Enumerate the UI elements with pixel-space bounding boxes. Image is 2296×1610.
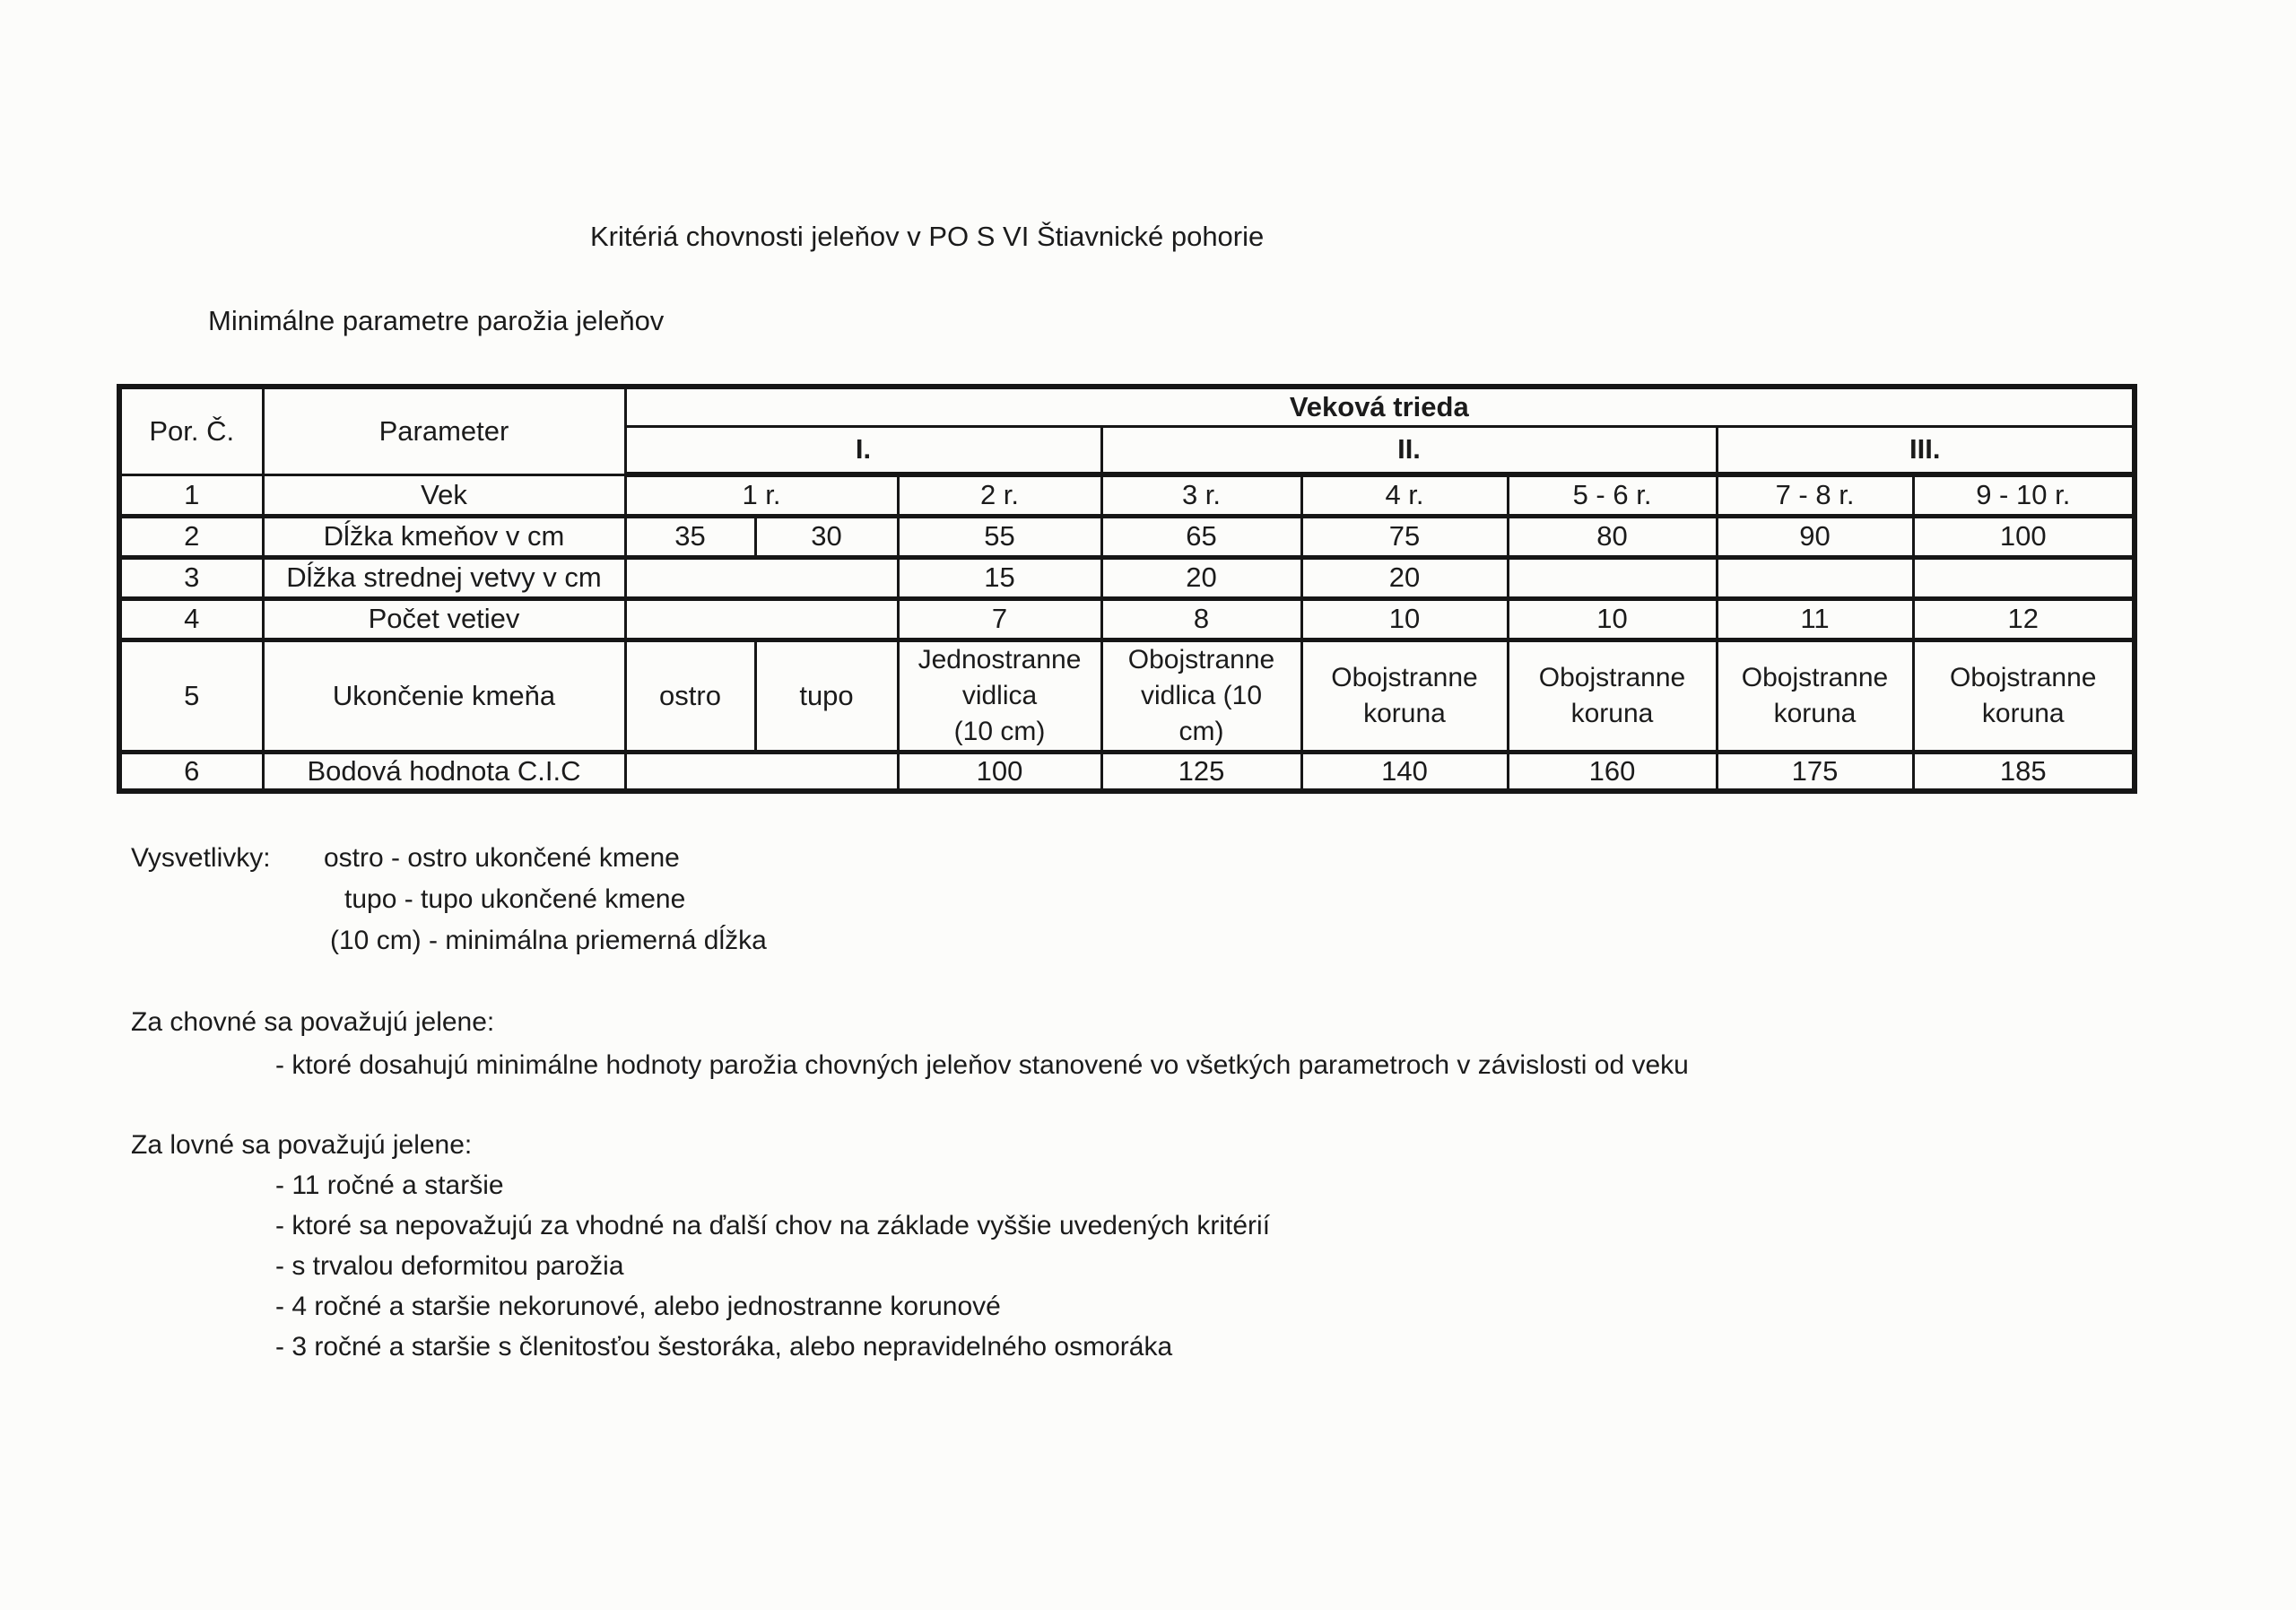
value-cell: 15 [898,557,1101,598]
section-lovne-item: - 11 ročné a staršie [275,1171,504,1200]
document-subtitle: Minimálne parametre parožia jeleňov [208,305,665,336]
row-num: 4 [119,598,263,640]
value-cell: 7 [898,598,1101,640]
legend-lines [324,838,767,962]
header-vekova-trieda: Veková trieda [625,387,2135,426]
legend-label: Vysvetlivky: [131,843,271,873]
header-class-ii: II. [1101,426,1717,474]
value-cell: 185 [1913,752,2135,791]
row-num: 5 [119,640,263,752]
header-class-i: I. [625,426,1101,474]
value-cell: Obojstranne vidlica (10 cm) [1101,640,1301,752]
value-cell: ostro [625,640,755,752]
value-cell: 100 [1913,516,2135,557]
table-row-dlzka-vetvy [119,557,2135,598]
value-cell: 3 r. [1101,474,1301,516]
section-lovne [131,1125,1270,1367]
value-cell: 11 [1717,598,1913,640]
value-cell: 80 [1508,516,1717,557]
header-row-group [119,387,2135,426]
row-num: 3 [119,557,263,598]
header-parameter: Parameter [263,387,625,474]
section-lovne-item: - s trvalou deformitou parožia [275,1251,624,1281]
section-lovne-item: - ktoré sa nepovažujú za vhodné na ďalší chov na základe vyššie uvedených kritérií [275,1211,1271,1240]
criteria-table [117,384,2137,794]
row-label: Dĺžka strednej vetvy v cm [263,557,625,598]
value-cell: 30 [755,516,898,557]
value-cell: 65 [1101,516,1301,557]
table-row-vek [119,474,2135,516]
value-cell: 140 [1301,752,1508,791]
value-cell: Jednostranne vidlica (10 cm) [898,640,1101,752]
legend-block [131,838,767,962]
value-cell: Obojstranne koruna [1508,640,1717,752]
table-row-bodova-hodnota [119,752,2135,791]
value-cell: 125 [1101,752,1301,791]
value-cell: 35 [625,516,755,557]
value-cell: tupo [755,640,898,752]
section-chovne [131,1001,1689,1087]
value-cell: 1 r. [625,474,898,516]
value-cell: Obojstranne koruna [1717,640,1913,752]
value-cell: 100 [898,752,1101,791]
value-cell: 4 r. [1301,474,1508,516]
value-cell [1508,557,1717,598]
section-lovne-item: - 3 ročné a staršie s členitosťou šestoráka, alebo nepravidelného osmoráka [275,1332,1173,1362]
value-cell: Obojstranne koruna [1301,640,1508,752]
value-cell: 9 - 10 r. [1913,474,2135,516]
value-cell: 55 [898,516,1101,557]
document-title: Kritériá chovnosti jeleňov v PO S VI Štiavnické pohorie [590,221,1265,252]
value-cell: 20 [1101,557,1301,598]
row-label: Vek [263,474,625,516]
value-cell [1717,557,1913,598]
value-cell [625,752,898,791]
value-cell: 8 [1101,598,1301,640]
value-cell: 90 [1717,516,1913,557]
value-cell: 7 - 8 r. [1717,474,1913,516]
value-cell: 175 [1717,752,1913,791]
value-cell: 75 [1301,516,1508,557]
header-class-iii: III. [1717,426,2135,474]
section-lovne-heading: Za lovné sa považujú jelene: [131,1130,473,1160]
section-lovne-item: - 4 ročné a staršie nekorunové, alebo jednostranne korunové [275,1292,1001,1321]
row-label: Bodová hodnota C.I.C [263,752,625,791]
value-cell: Obojstranne koruna [1913,640,2135,752]
row-num: 6 [119,752,263,791]
table-row-pocet-vetiev [119,598,2135,640]
table-row-dlzka-kmenov [119,516,2135,557]
row-label: Počet vetiev [263,598,625,640]
section-chovne-heading: Za chovné sa považujú jelene: [131,1007,495,1037]
header-por-c: Por. Č. [119,387,263,474]
value-cell: 2 r. [898,474,1101,516]
value-cell [625,598,898,640]
value-cell: 5 - 6 r. [1508,474,1717,516]
row-num: 2 [119,516,263,557]
value-cell: 10 [1301,598,1508,640]
value-cell: 10 [1508,598,1717,640]
value-cell: 20 [1301,557,1508,598]
row-label: Ukončenie kmeňa [263,640,625,752]
legend-line-tupo: tupo - tupo ukončené kmene [344,884,686,914]
legend-line-10cm: (10 cm) - minimálna priemerná dĺžka [330,926,767,955]
row-num: 1 [119,474,263,516]
value-cell [625,557,898,598]
value-cell: 160 [1508,752,1717,791]
legend-line-ostro: ostro - ostro ukončené kmene [324,843,680,873]
value-cell: 12 [1913,598,2135,640]
value-cell [1913,557,2135,598]
section-chovne-item: - ktoré dosahujú minimálne hodnoty parožia chovných jeleňov stanovené vo všetkých parametroch v závislosti od veku [275,1050,1689,1080]
table-row-ukoncenie-kmena [119,640,2135,752]
row-label: Dĺžka kmeňov v cm [263,516,625,557]
